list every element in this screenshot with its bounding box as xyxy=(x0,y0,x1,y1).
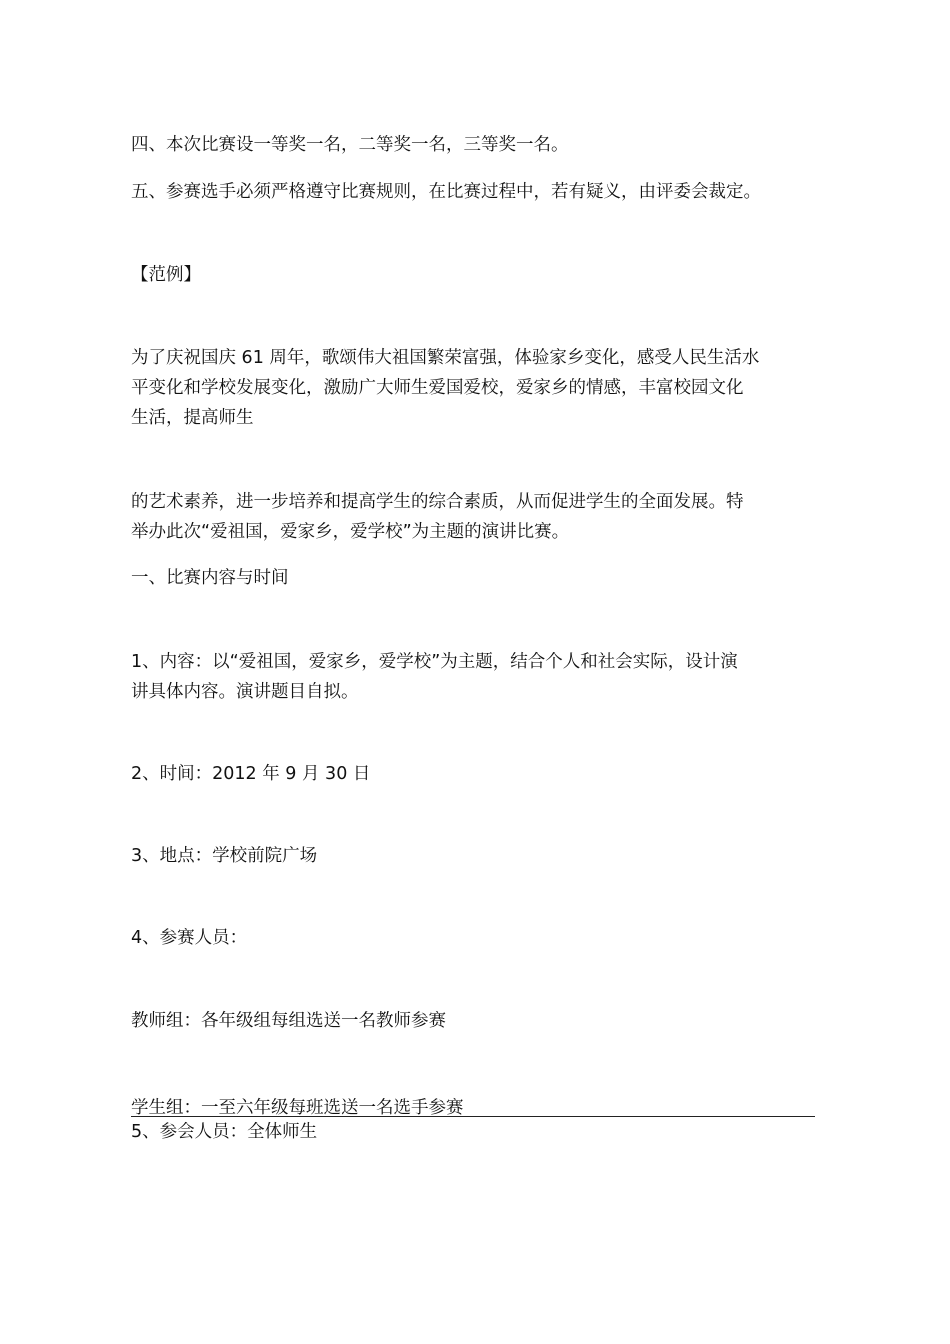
item-time: 2、时间：2012 年 9 月 30 日 xyxy=(131,764,371,784)
intro-line-5: 举办此次“爱祖国，爱家乡，爱学校”为主题的演讲比赛。 xyxy=(131,522,570,542)
item-participants: 4、参赛人员： xyxy=(131,928,248,948)
intro-line-1: 为了庆祝国庆 61 周年，歌颂伟大祖国繁荣富强，体验家乡变化，感受人民生活水 xyxy=(131,348,760,368)
clause-four: 四、本次比赛设一等奖一名，二等奖一名，三等奖一名。 xyxy=(131,135,569,155)
intro-line-2: 平变化和学校发展变化，激励广大师生爱国爱校，爱家乡的情感，丰富校园文化 xyxy=(131,378,744,398)
student-group: 学生组：一至六年级每班选送一名选手参赛 xyxy=(131,1098,464,1118)
item-content-line-2: 讲具体内容。演讲题目自拟。 xyxy=(131,682,359,702)
intro-line-3: 生活，提高师生 xyxy=(131,408,254,428)
teacher-group: 教师组：各年级组每组选送一名教师参赛 xyxy=(131,1011,446,1031)
item-attendees: 5、参会人员：全体师生 xyxy=(131,1122,318,1142)
item-content-line-1: 1、内容：以“爱祖国，爱家乡，爱学校”为主题，结合个人和社会实际，设计演 xyxy=(131,652,738,672)
clause-five: 五、参赛选手必须严格遵守比赛规则，在比赛过程中，若有疑义，由评委会裁定。 xyxy=(131,182,761,202)
item-location: 3、地点：学校前院广场 xyxy=(131,846,318,866)
section-one-heading: 一、比赛内容与时间 xyxy=(131,568,289,588)
intro-line-4: 的艺术素养，进一步培养和提高学生的综合素质，从而促进学生的全面发展。特 xyxy=(131,492,744,512)
example-heading: 【范例】 xyxy=(131,265,201,285)
